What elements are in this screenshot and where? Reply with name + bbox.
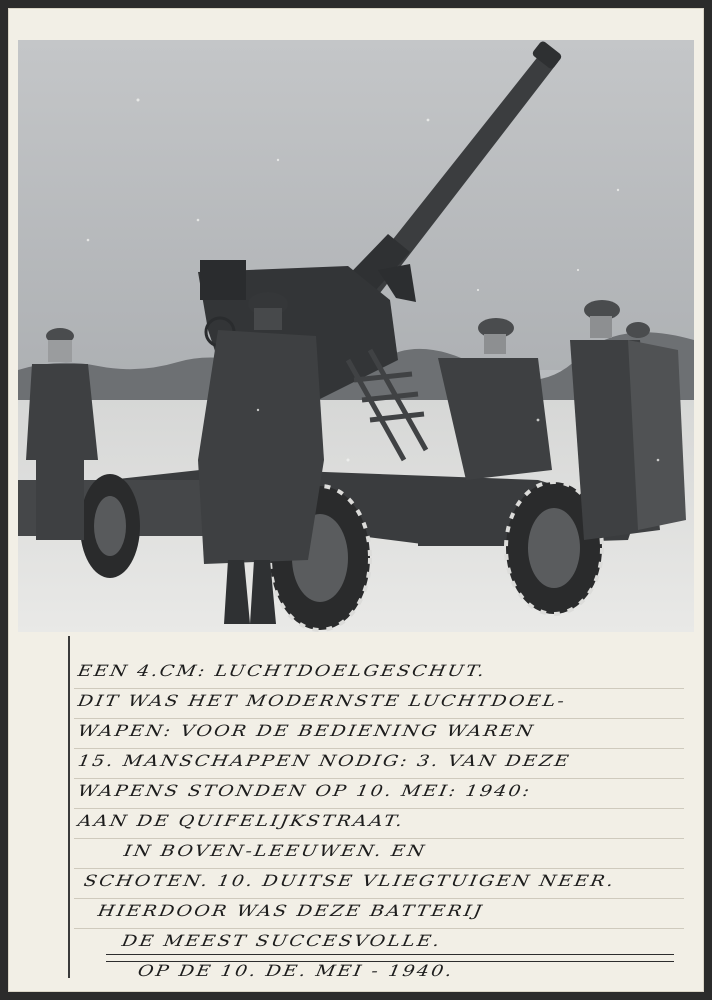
caption-line: EEN 4.CM: LUCHTDOELGESCHUT. bbox=[76, 661, 488, 681]
photo-image bbox=[18, 40, 694, 632]
album-page bbox=[8, 8, 704, 992]
wheel-left-front bbox=[80, 474, 140, 578]
caption-line: DIT WAS HET MODERNSTE LUCHTDOEL- bbox=[76, 691, 568, 711]
caption-line: 15. MANSCHAPPEN NODIG: 3. VAN DEZE bbox=[76, 751, 573, 771]
caption-line: OP DE 10. DE. MEI - 1940. bbox=[136, 961, 456, 981]
handwritten-caption bbox=[78, 656, 688, 986]
caption-line: IN BOVEN-LEEUWEN. EN bbox=[122, 841, 428, 861]
caption-line: AAN DE QUIFELIJKSTRAAT. bbox=[76, 811, 406, 831]
caption-line: HIERDOOR WAS DEZE BATTERIJ bbox=[96, 901, 485, 921]
underline-double-rule bbox=[106, 954, 674, 962]
caption-line: SCHOTEN. 10. DUITSE VLIEGTUIGEN NEER. bbox=[82, 871, 617, 891]
anti-aircraft-gun-photo bbox=[18, 40, 694, 632]
caption-line: WAPENS STONDEN OP 10. MEI: 1940: bbox=[76, 781, 533, 801]
margin-line bbox=[68, 636, 70, 978]
caption-line: WAPEN: VOOR DE BEDIENING WAREN bbox=[76, 721, 537, 741]
caption-line: DE MEEST SUCCESVOLLE. bbox=[120, 931, 443, 951]
